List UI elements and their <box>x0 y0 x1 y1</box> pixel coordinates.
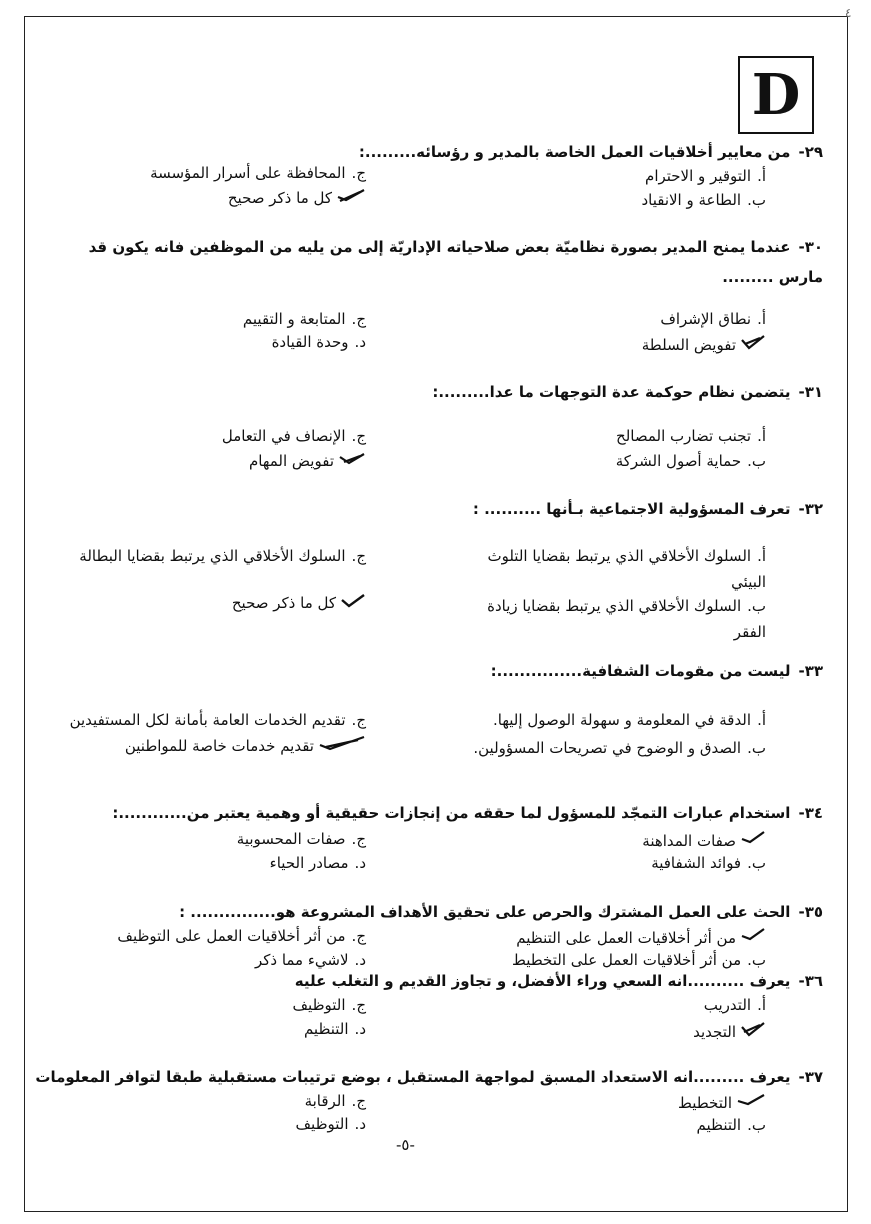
checkmark-icon <box>338 450 366 466</box>
checkmark-icon <box>736 1092 766 1108</box>
q29-option-b[interactable]: ب.الطاعة و الانقياد <box>641 191 766 209</box>
q35-option-b[interactable]: ب.من أثر أخلاقيات العمل على التخطيط <box>511 951 766 969</box>
question-32: ٣٢-تعرف المسؤولية الاجتماعية بـأنها .......... : <box>472 500 823 518</box>
page-number: -٥- <box>396 1136 415 1154</box>
q32-option-d[interactable]: كل ما ذكر صحيح <box>36 592 366 612</box>
corner-mark: ٤ <box>845 6 852 20</box>
question-35: ٣٥-الحث على العمل المشترك والحرص على تحقيق الأهداف المشروعة هو............... : <box>179 903 823 921</box>
checkmark-icon <box>340 592 366 608</box>
question-29: ٢٩-من معايير أخلاقيات العمل الخاصة بالمدير و رؤسائه.........: <box>358 143 823 161</box>
q34-option-d[interactable]: د.مصادر الحياء <box>269 854 366 872</box>
q37-option-c[interactable]: ج.الرقابة <box>304 1092 366 1110</box>
q37-option-d[interactable]: د.التوظيف <box>295 1115 366 1133</box>
question-31: ٣١-يتضمن نظام حوكمة عدة التوجهات ما عدا.........: <box>432 383 823 401</box>
q31-option-d[interactable]: تفويض المهام <box>36 450 366 470</box>
q36-option-b[interactable]: التجديد <box>466 1021 766 1041</box>
q31-option-c[interactable]: ج.الإنصاف في التعامل <box>221 427 366 445</box>
checkmark-icon <box>740 830 766 846</box>
q35-option-a[interactable]: من أثر أخلاقيات العمل على التنظيم <box>466 927 766 947</box>
q30-option-d[interactable]: د.وحدة القيادة <box>271 333 366 351</box>
q34-option-c[interactable]: ج.صفات المحسوبية <box>236 830 366 848</box>
q29-option-d[interactable]: كل ما ذكر صحيح <box>36 187 366 207</box>
q34-option-a[interactable]: صفات المداهنة <box>466 830 766 850</box>
checkmark-icon <box>740 927 766 943</box>
q35-option-c[interactable]: ج.من أثر أخلاقيات العمل على التوظيف <box>117 927 366 945</box>
checkmark-icon <box>336 187 366 203</box>
q33-option-b[interactable]: ب.الصدق و الوضوح في تصريحات المسؤولين. <box>473 739 766 757</box>
q37-option-a[interactable]: التخطيط <box>466 1092 766 1112</box>
checkmark-icon <box>740 334 766 350</box>
q31-option-b[interactable]: ب.حماية أصول الشركة <box>615 452 766 470</box>
q37-option-b[interactable]: ب.التنظيم <box>696 1116 766 1134</box>
q30-option-b[interactable]: تفويض السلطة <box>466 334 766 354</box>
question-33: ٣٣-ليست من مقومات الشفافية...............: <box>490 662 823 680</box>
q30-option-a[interactable]: أ.نطاق الإشراف <box>660 310 766 328</box>
q32-option-c[interactable]: ج.السلوك الأخلاقي الذي يرتبط بقضايا البطالة <box>79 547 366 565</box>
question-36: ٣٦-يعرف ..........انه السعي وراء الأفضل، و تجاوز القديم و التغلب عليه <box>294 972 823 990</box>
q32-option-a[interactable]: أ.السلوك الأخلاقي الذي يرتبط بقضايا التلوث البيئي <box>487 547 766 591</box>
q29-option-a[interactable]: أ.التوقير و الاحترام <box>645 167 766 185</box>
q33-option-a[interactable]: أ.الدقة في المعلومة و سهولة الوصول إليها. <box>493 711 766 729</box>
checkmark-icon <box>318 735 366 751</box>
q29-option-c[interactable]: ج.المحافظة على أسرار المؤسسة <box>150 164 366 182</box>
exam-form-letter-box: D <box>738 56 814 134</box>
q36-option-d[interactable]: د.التنظيم <box>303 1020 366 1038</box>
q33-option-c[interactable]: ج.تقديم الخدمات العامة بأمانة لكل المستفيدين <box>69 711 366 729</box>
q33-option-d[interactable]: تقديم خدمات خاصة للمواطنين <box>36 735 366 755</box>
question-34: ٣٤-استخدام عبارات التمجّد للمسؤول لما حققه من إنجازات حقيقية أو وهمية يعتبر من............: <box>112 804 823 822</box>
q36-option-c[interactable]: ج.التوظيف <box>292 996 366 1014</box>
q32-option-b[interactable]: ب.السلوك الأخلاقي الذي يرتبط بقضايا زيادة الفقر <box>487 597 766 641</box>
question-37: ٣٧-يعرف .........انه الاستعداد المسبق لمواجهة المستقبل ، بوضع ترتيبات مستقبلية طبقا لتوافر المعلومات <box>35 1068 823 1086</box>
question-30: ٣٠-عندما يمنح المدير بصورة نظاميّة بعض صلاحياته الإداريّة إلى من يليه من الموظفين فانه يكون قد مارس ......... <box>88 238 823 286</box>
checkmark-icon <box>740 1021 766 1037</box>
q36-option-a[interactable]: أ.التدريب <box>703 996 766 1014</box>
q31-option-a[interactable]: أ.تجنب تضارب المصالح <box>616 427 766 445</box>
q34-option-b[interactable]: ب.فوائد الشفافية <box>651 854 766 872</box>
q30-option-c[interactable]: ج.المتابعة و التقييم <box>242 310 366 328</box>
q35-option-d[interactable]: د.لاشيء مما ذكر <box>254 951 366 969</box>
